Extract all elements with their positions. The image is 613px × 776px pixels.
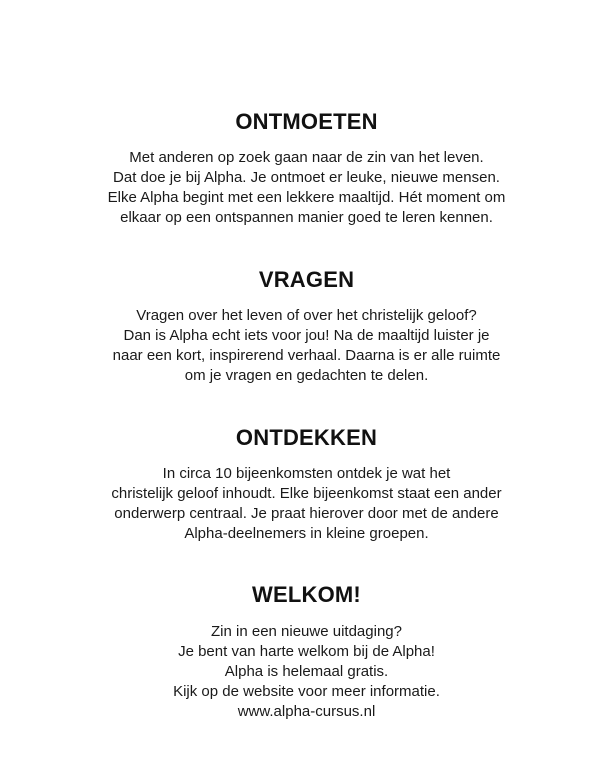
section-ontdekken (0, 425, 613, 544)
body-line: Kijk op de website voor meer informatie. (173, 683, 440, 700)
body-line: Dan is Alpha echt iets voor jou! Na de maaltijd luister je (123, 327, 490, 344)
section-heading: VRAGEN (258, 267, 355, 292)
body-line: christelijk geloof inhoudt. Elke bijeenkomst staat een ander (111, 485, 502, 502)
body-line: Je bent van harte welkom bij de Alpha! (178, 643, 435, 660)
body-line: Zin in een nieuwe uitdaging? (211, 623, 402, 640)
section-heading: ONTMOETEN (235, 109, 378, 134)
section-heading: WELKOM! (252, 582, 361, 607)
website-url: www.alpha-cursus.nl (237, 703, 376, 720)
body-line: Elke Alpha begint met een lekkere maaltijd. Hét moment om (107, 189, 506, 206)
body-line: Dat doe je bij Alpha. Je ontmoet er leuke, nieuwe mensen. (113, 169, 500, 186)
section-heading: ONTDEKKEN (235, 425, 378, 450)
body-line: naar een kort, inspirerend verhaal. Daarna is er alle ruimte (112, 347, 501, 364)
section-body (0, 306, 613, 386)
body-line: onderwerp centraal. Je praat hierover door met de andere (114, 505, 499, 522)
section-vragen (0, 267, 613, 386)
section-body (0, 464, 613, 544)
section-body (0, 148, 613, 228)
body-line: Alpha is helemaal gratis. (224, 663, 389, 680)
body-line: Alpha-deelnemers in kleine groepen. (184, 525, 429, 542)
body-line: elkaar op een ontspannen manier goed te leren kennen. (120, 209, 493, 226)
body-line: Vragen over het leven of over het christelijk geloof? (136, 307, 477, 324)
body-line: In circa 10 bijeenkomsten ontdek je wat het (162, 465, 451, 482)
section-ontmoeten (0, 109, 613, 228)
section-body (0, 622, 613, 722)
body-line: Met anderen op zoek gaan naar de zin van het leven. (129, 149, 484, 166)
section-welkom (0, 582, 613, 722)
body-line: om je vragen en gedachten te delen. (184, 367, 429, 384)
